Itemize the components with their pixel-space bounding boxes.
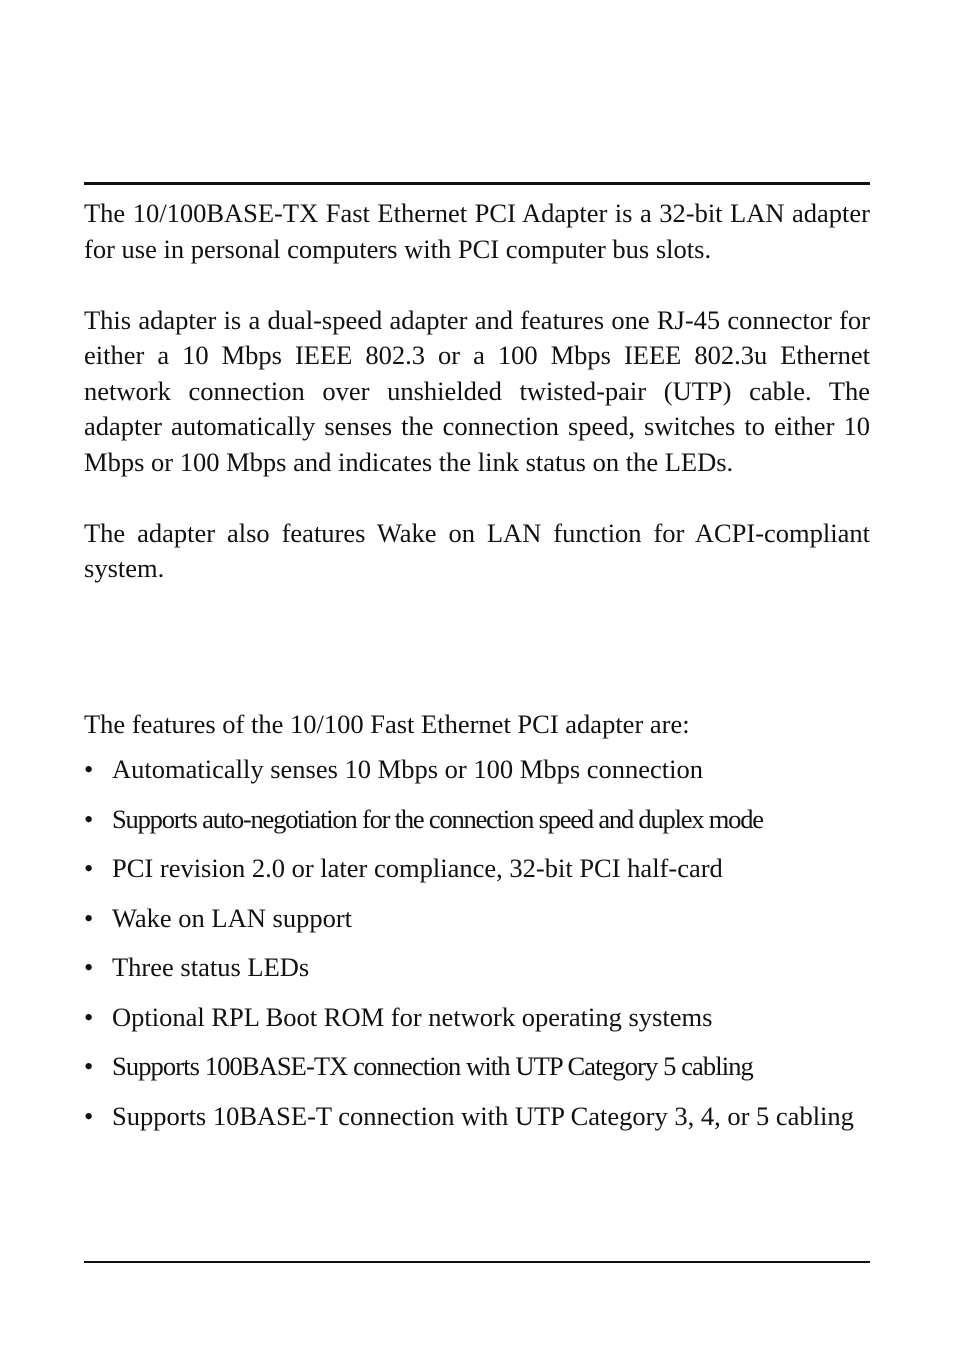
list-item xyxy=(84,851,870,887)
list-item xyxy=(84,1000,870,1036)
bottom-rule xyxy=(84,1261,870,1263)
list-item xyxy=(84,901,870,937)
feature-text: Optional RPL Boot ROM for network operating systems xyxy=(112,1001,713,1032)
bullet-icon: • xyxy=(84,1051,94,1081)
paragraph-intro: The 10/100BASE-TX Fast Ethernet PCI Adapter is a 32-bit LAN adapter for use in personal computers with PCI computer bus slots. xyxy=(84,198,870,264)
bullet-icon: • xyxy=(84,1100,94,1131)
bullet-icon: • xyxy=(84,1001,94,1032)
bullet-icon: • xyxy=(84,803,94,834)
bullet-icon: • xyxy=(84,902,94,933)
list-item xyxy=(84,1049,870,1085)
paragraph-wake-on-lan: The adapter also features Wake on LAN function for ACPI-compliant system. xyxy=(84,517,870,583)
feature-text: Supports auto-negotiation for the connection speed and duplex mode xyxy=(112,803,763,834)
paragraph-description: This adapter is a dual-speed adapter and features one RJ-45 connector for either a 10 Mbps IEEE 802.3 or a 100 Mbps IEEE 802.3u Ethernet network connection over unshielded twisted-pair (UTP) cable. The adapter automatically senses the connection speed, switches to either 10 Mbps or 100 Mbps and indicates the link status on the LEDs. xyxy=(84,304,870,477)
feature-text: Supports 10BASE-T connection with UTP Category 3, 4, or 5 cabling xyxy=(112,1100,854,1131)
bullet-icon: • xyxy=(84,952,94,982)
feature-text: Wake on LAN support xyxy=(112,902,353,933)
feature-text: Three status LEDs xyxy=(112,952,310,982)
feature-text: PCI revision 2.0 or later compliance, 32-bit PCI half-card xyxy=(112,853,723,883)
list-item xyxy=(84,1099,870,1135)
top-rule xyxy=(84,182,870,185)
features-intro: The features of the 10/100 Fast Ethernet PCI adapter are: xyxy=(84,709,690,739)
bullet-icon: • xyxy=(84,754,94,784)
feature-text: Supports 100BASE-TX connection with UTP Category 5 cabling xyxy=(112,1051,753,1081)
list-item xyxy=(84,752,870,788)
list-item xyxy=(84,950,870,986)
feature-text: Automatically senses 10 Mbps or 100 Mbps connection xyxy=(112,754,704,784)
list-item xyxy=(84,802,870,838)
bullet-icon: • xyxy=(84,853,94,883)
page-content xyxy=(84,196,870,1131)
features-list xyxy=(84,752,870,1148)
